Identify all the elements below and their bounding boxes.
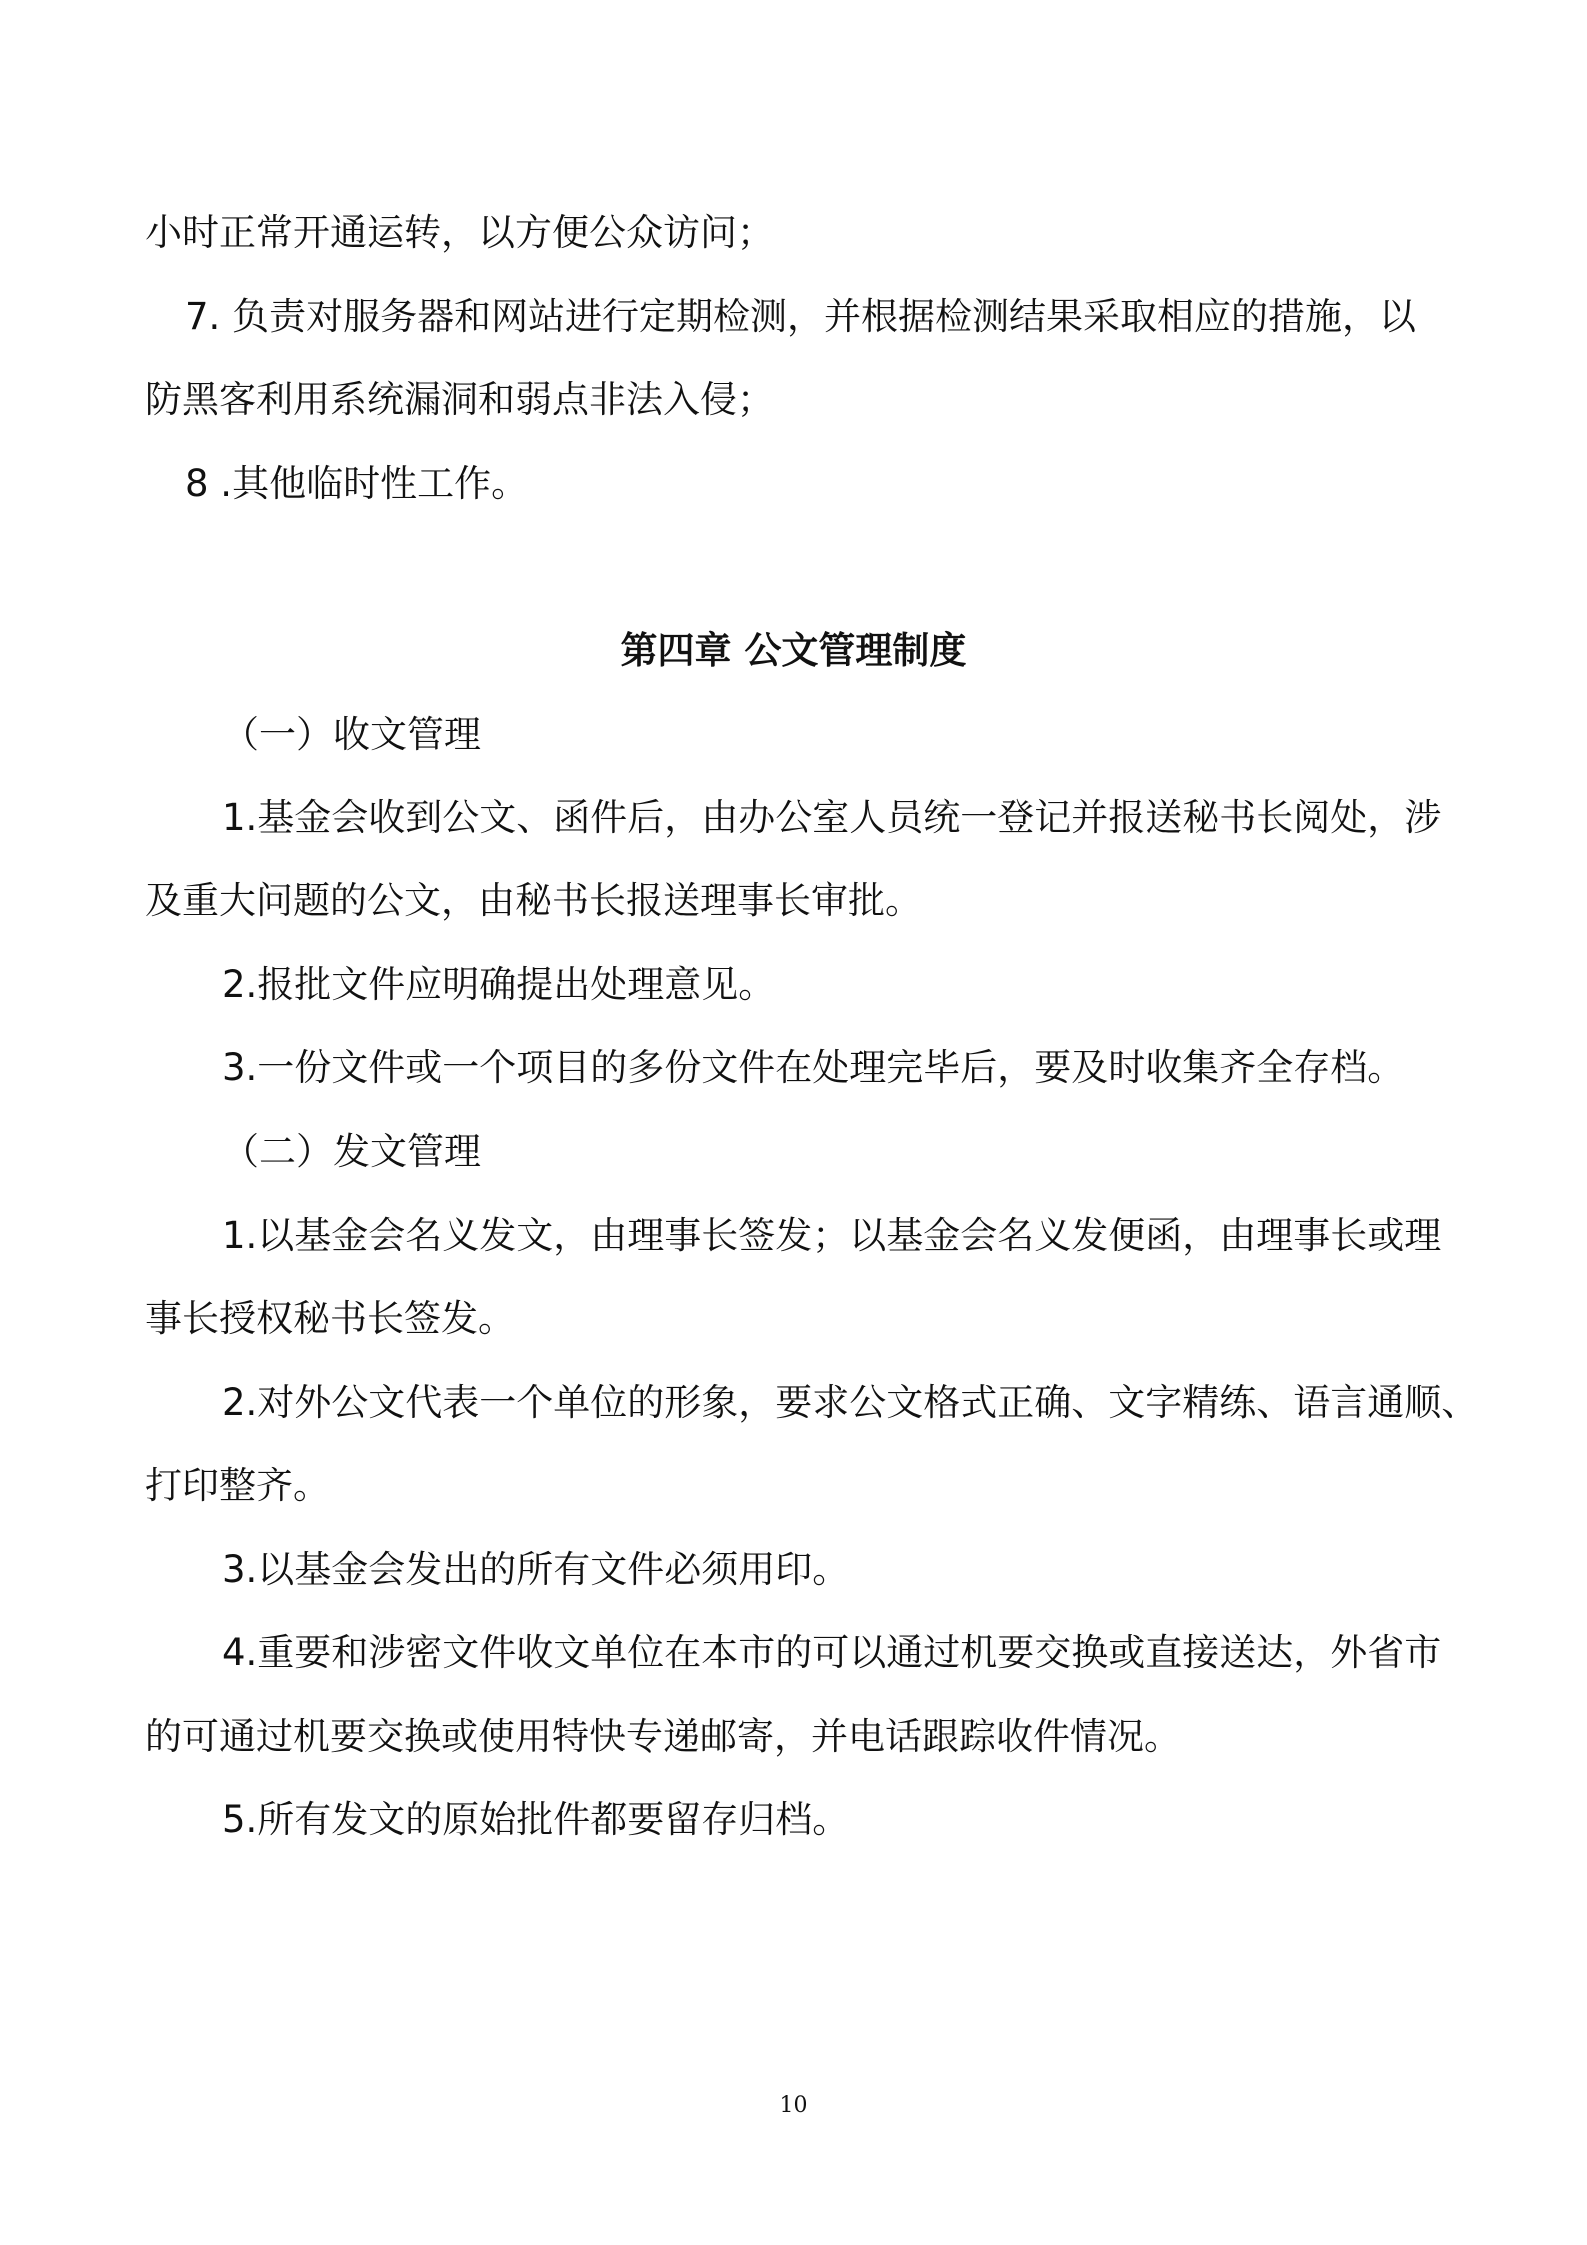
list-item: 5.所有发文的原始批件都要留存归档。 bbox=[222, 1798, 850, 1841]
section-title: （一）收文管理 bbox=[222, 713, 481, 756]
list-item: 3.一份文件或一个项目的多份文件在处理完毕后，要及时收集齐全存档。 bbox=[222, 1046, 1405, 1089]
body-line: 小时正常开通运转，以方便公众访问； bbox=[145, 211, 774, 254]
page-number: 10 bbox=[779, 2093, 808, 2118]
body-line: 防黑客利用系统漏洞和弱点非法入侵； bbox=[145, 378, 774, 421]
list-item: 3.以基金会发出的所有文件必须用印。 bbox=[222, 1548, 850, 1591]
body-line: 及重大问题的公文，由秘书长报送理事长审批。 bbox=[145, 879, 922, 922]
body-line: 的可通过机要交换或使用特快专递邮寄，并电话跟踪收件情况。 bbox=[145, 1715, 1181, 1758]
list-item: 1.以基金会名义发文，由理事长签发；以基金会名义发便函，由理事长或理 bbox=[222, 1214, 1442, 1257]
list-item: 1.基金会收到公文、函件后，由办公室人员统一登记并报送秘书长阅处，涉 bbox=[222, 796, 1442, 839]
section-title: （二）发文管理 bbox=[222, 1130, 481, 1173]
body-line: 事长授权秘书长签发。 bbox=[145, 1297, 515, 1340]
list-item: 7. 负责对服务器和网站进行定期检测，并根据检测结果采取相应的措施，以 bbox=[185, 295, 1417, 338]
chapter-title: 第四章 公文管理制度 bbox=[620, 629, 967, 672]
list-item: 2.报批文件应明确提出处理意见。 bbox=[222, 963, 776, 1006]
list-item: 2.对外公文代表一个单位的形象，要求公文格式正确、文字精练、语言通顺、 bbox=[222, 1381, 1479, 1424]
list-item: 4.重要和涉密文件收文单位在本市的可以通过机要交换或直接送达，外省市 bbox=[222, 1631, 1442, 1674]
list-item: 8 .其他临时性工作。 bbox=[185, 462, 529, 505]
body-line: 打印整齐。 bbox=[145, 1464, 330, 1507]
